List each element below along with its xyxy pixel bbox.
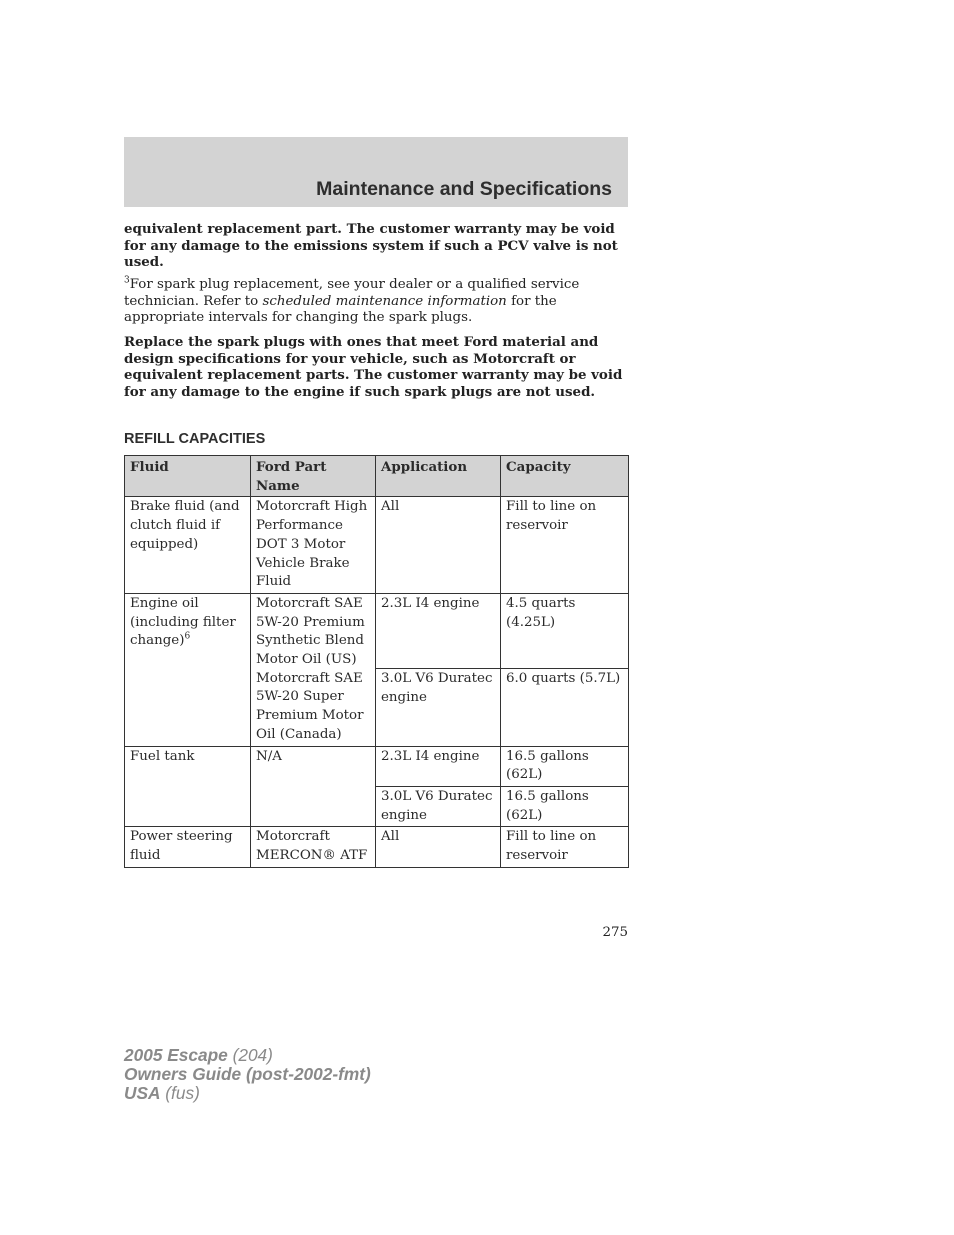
table-header-row — [125, 456, 629, 497]
cell-part-name: N/A — [251, 746, 376, 827]
spark-text-after: for the appropriate intervals for changing the spark plugs. — [124, 293, 557, 325]
table-row — [125, 497, 629, 594]
cell-application: 3.0L V6 Duratec engine — [376, 668, 501, 746]
refill-capacities-table — [124, 455, 629, 868]
footer-model-code: (204) — [227, 1045, 273, 1065]
table-row — [125, 827, 629, 867]
footnote-marker: 6 — [184, 631, 191, 642]
cell-fluid — [125, 593, 251, 746]
header-capacity: Capacity — [501, 456, 629, 497]
spark-plug-footnote-paragraph — [124, 277, 628, 327]
part-name-us: Motorcraft SAE 5W-20 Premium Synthetic Blend Motor Oil (US) — [256, 595, 365, 668]
spark-text-before: For spark plug replacement, see your dealer or a qualified service technician. Refer to — [124, 277, 580, 309]
section-heading: REFILL CAPACITIES — [124, 431, 266, 447]
cell-application: 2.3L I4 engine — [376, 593, 501, 668]
footer-line-2 — [124, 1065, 371, 1084]
cell-application: 3.0L V6 Duratec engine — [376, 786, 501, 826]
spark-text-italic: scheduled maintenance information — [262, 293, 507, 309]
cell-capacity: Fill to line on reservoir — [501, 827, 629, 867]
cell-capacity: 4.5 quarts (4.25L) — [501, 593, 629, 668]
cell-capacity: Fill to line on reservoir — [501, 497, 629, 594]
cell-part-name — [251, 593, 376, 746]
cell-fluid: Fuel tank — [125, 746, 251, 827]
cell-part-name: Motorcraft High Performance DOT 3 Motor Vehicle Brake Fluid — [251, 497, 376, 594]
header-fluid: Fluid — [125, 456, 251, 497]
cell-application: 2.3L I4 engine — [376, 746, 501, 786]
table-row — [125, 746, 629, 786]
header-band — [124, 137, 628, 207]
header-application: Application — [376, 456, 501, 497]
cell-capacity: 16.5 gallons (62L) — [501, 786, 629, 826]
spark-plug-warning-paragraph: Replace the spark plugs with ones that meet Ford material and design specifications for your vehicle, such as Motorcraft or equivalent replacement parts. The customer warranty may be void for any damage to the engine if such spark plugs are not used. — [124, 334, 623, 400]
footnote-marker: 3 — [124, 275, 130, 286]
page-number: 275 — [602, 925, 628, 940]
document-footer — [124, 1046, 371, 1103]
footer-model: 2005 Escape — [124, 1045, 228, 1065]
cell-part-name: Motorcraft MERCON® ATF — [251, 827, 376, 867]
cell-fluid: Power steering fluid — [125, 827, 251, 867]
table-row — [125, 593, 629, 668]
footer-guide: Owners Guide (post-2002-fmt) — [124, 1064, 371, 1084]
pcv-warning-paragraph: equivalent replacement part. The customer warranty may be void for any damage to the emissions system if such a PCV valve is not used. — [124, 221, 618, 270]
cell-application: All — [376, 497, 501, 594]
part-name-canada: Motorcraft SAE 5W-20 Super Premium Motor Oil (Canada) — [256, 670, 364, 742]
cell-capacity: 16.5 gallons (62L) — [501, 746, 629, 786]
cell-application: All — [376, 827, 501, 867]
cell-capacity: 6.0 quarts (5.7L) — [501, 668, 629, 746]
cell-fluid: Brake fluid (and clutch fluid if equipped) — [125, 497, 251, 594]
header-ford-part-name: Ford Part Name — [251, 456, 376, 497]
footer-line-3 — [124, 1084, 371, 1103]
footer-market: USA — [124, 1083, 161, 1103]
footer-market-code: (fus) — [160, 1083, 200, 1103]
engine-oil-label: Engine oil (including filter change) — [130, 595, 236, 649]
footer-line-1 — [124, 1046, 371, 1065]
page-title: Maintenance and Specifications — [316, 178, 612, 200]
